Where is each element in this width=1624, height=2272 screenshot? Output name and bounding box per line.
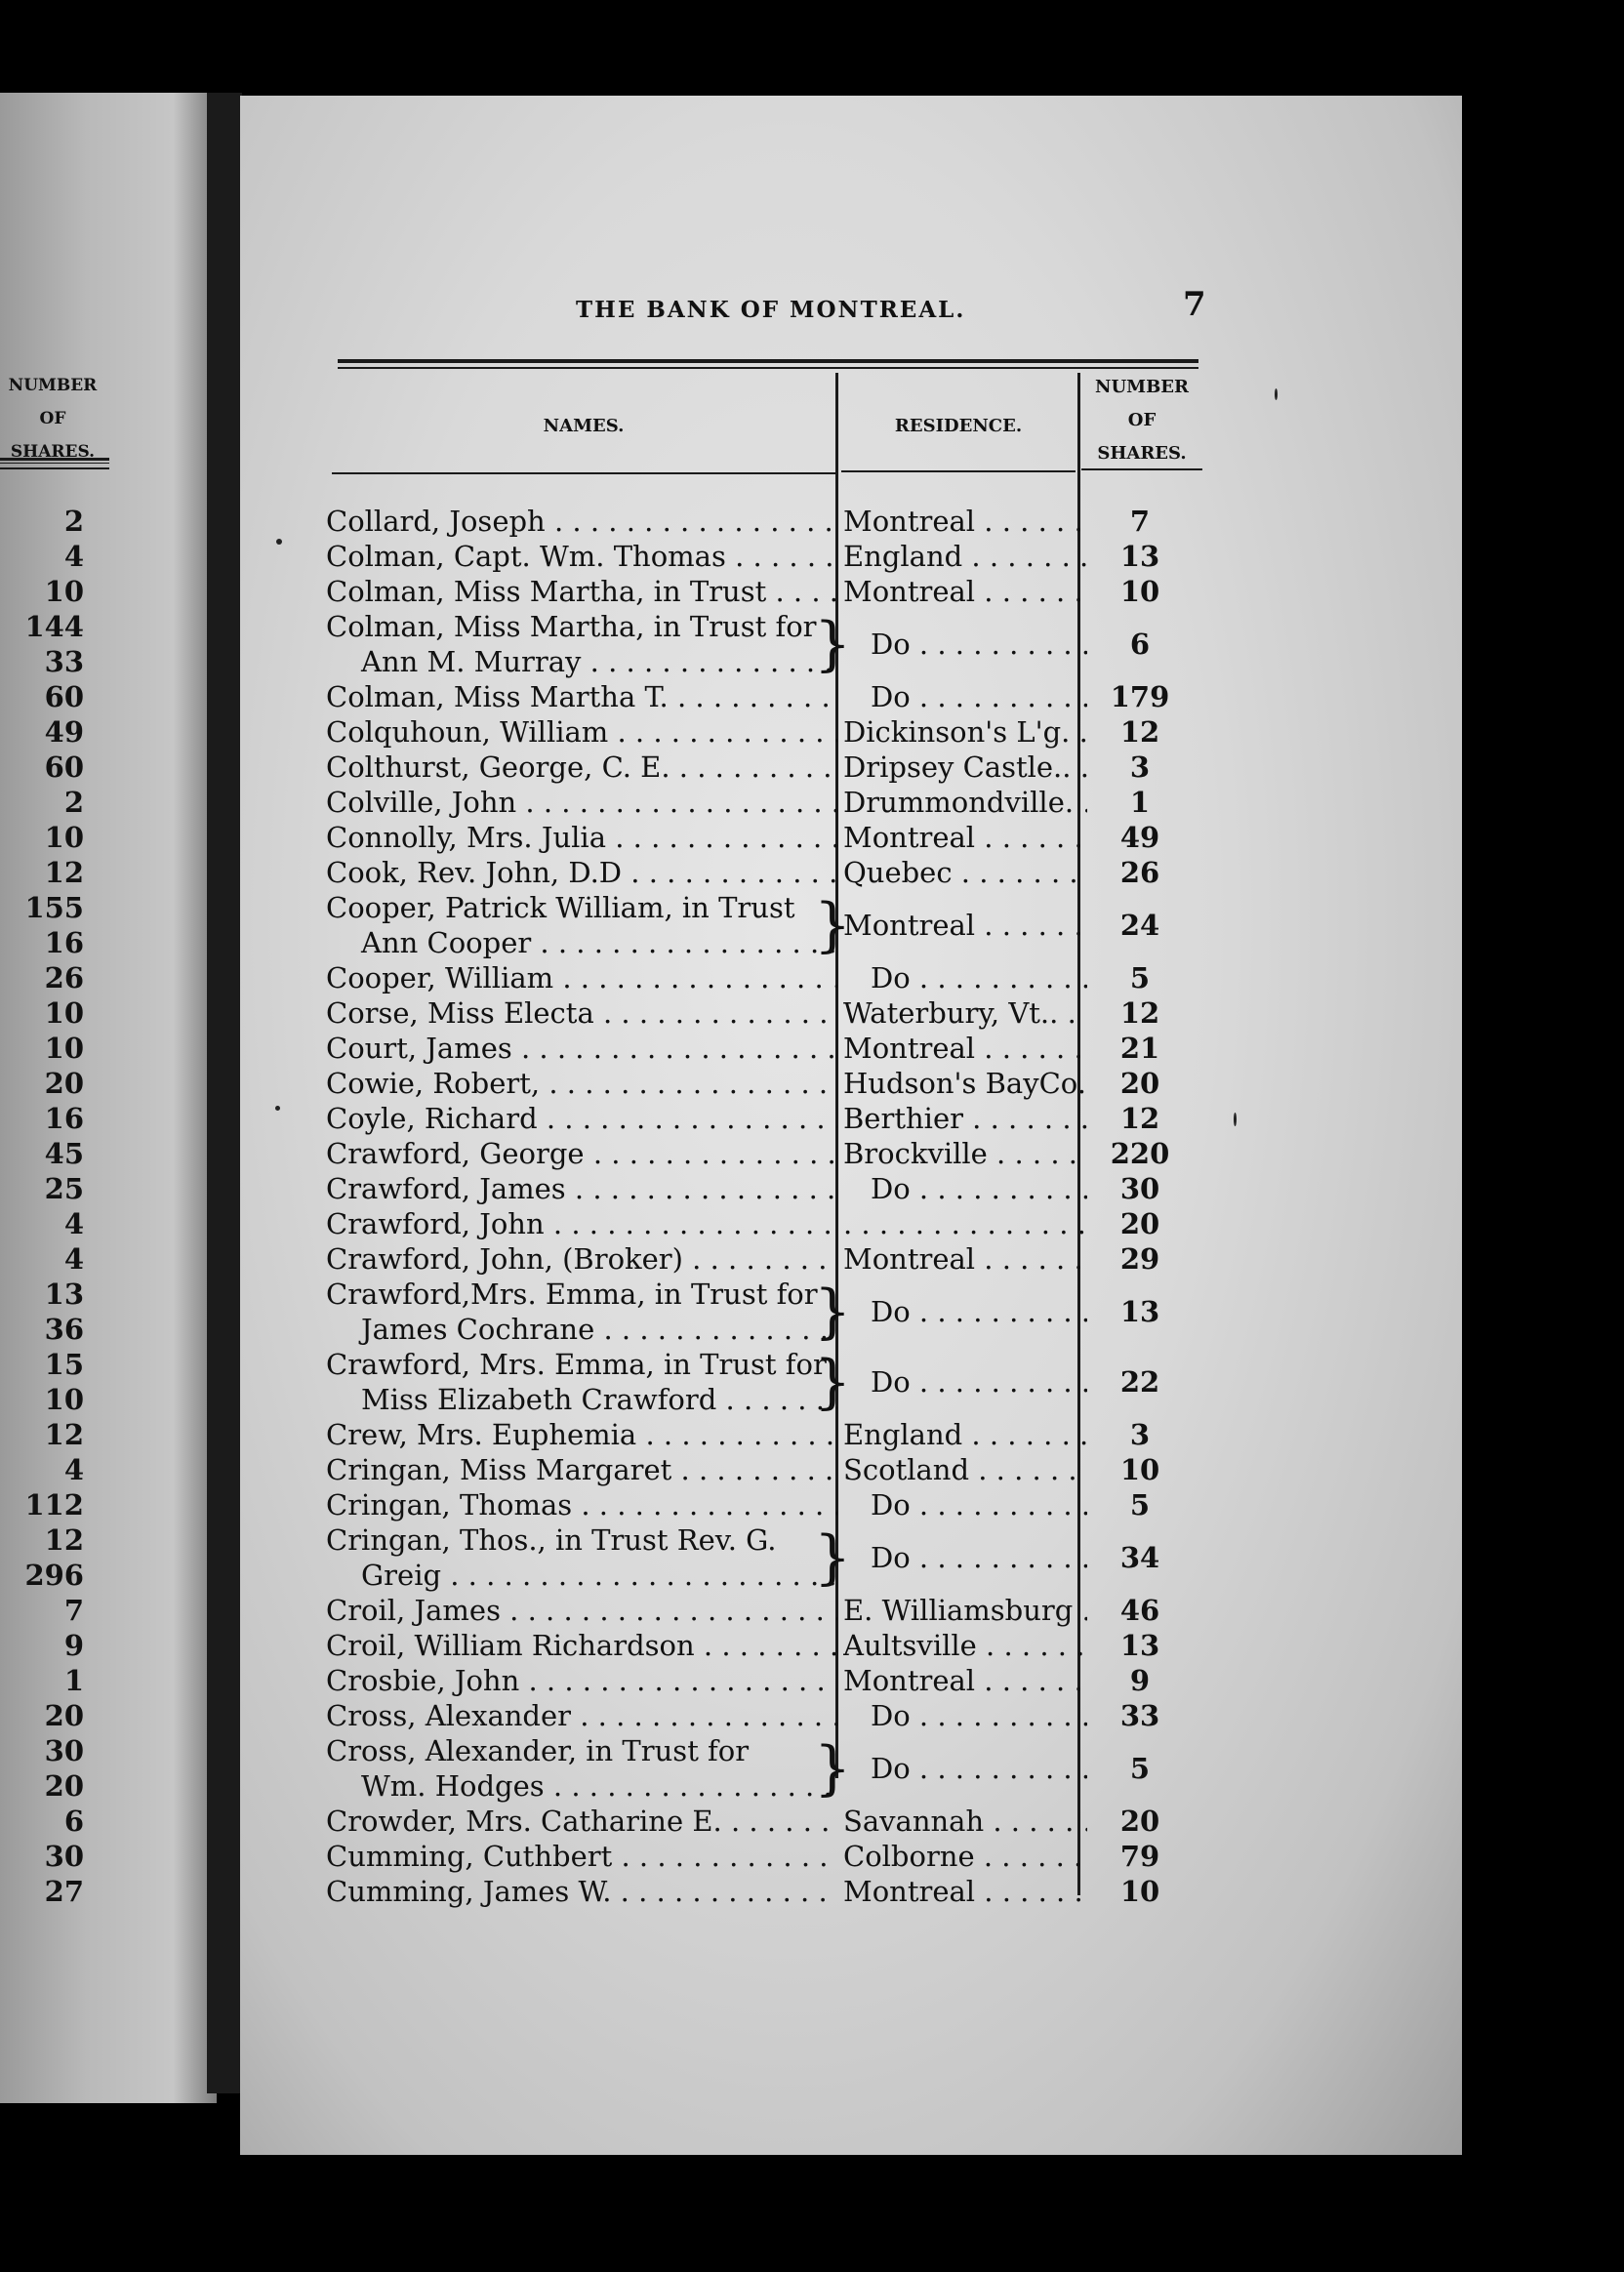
- left-share-count: 6: [63, 1805, 84, 1838]
- residence-cell: Montreal . . .: [843, 504, 1087, 539]
- shares-cell: 33: [1119, 1699, 1160, 1732]
- top-rule-thin: [338, 367, 1198, 369]
- shareholder-name: [326, 1452, 837, 1487]
- shareholder-name: [326, 1171, 837, 1206]
- left-share-count: 25: [44, 1172, 84, 1205]
- residence-header: RESIDENCE.: [894, 416, 1023, 436]
- left-share-count: 144: [24, 610, 84, 643]
- shareholder-name-line: Cooper, Patrick William, in Trust: [326, 891, 795, 924]
- shareholder-name: [326, 1628, 837, 1663]
- shares-cell: 3: [1129, 1418, 1151, 1451]
- shareholder-name-line: Crawford, John . . .: [326, 1206, 837, 1241]
- shareholder-name-line: Colthurst, George, C. E. . . .: [326, 750, 837, 785]
- left-share-count: 12: [44, 1523, 84, 1557]
- shares-cell: 5: [1129, 961, 1151, 994]
- left-share-count: 36: [44, 1313, 84, 1346]
- table-row: [326, 1698, 1204, 1733]
- shareholder-name-line: Cooper, William . . .: [326, 960, 837, 995]
- residence-cell: Savannah . . .: [843, 1804, 1087, 1839]
- table-row: [326, 1347, 1204, 1417]
- residence-cell: Aultsville . . .: [843, 1628, 1087, 1663]
- shareholder-name-line: Crawford, Mrs. Emma, in Trust for: [326, 1348, 827, 1381]
- table-row: [326, 1593, 1204, 1628]
- left-share-count: 2: [63, 786, 84, 819]
- table-row: [326, 1804, 1204, 1839]
- shares-cell: 6: [1129, 628, 1151, 661]
- residence-cell: Drummondville. . . .: [843, 785, 1087, 820]
- left-share-count: 13: [44, 1278, 84, 1311]
- shares-cell: 13: [1119, 540, 1160, 573]
- shareholder-name-line: Crawford, George . . .: [326, 1136, 837, 1171]
- shares-cell: 12: [1119, 1102, 1160, 1135]
- shares-header-line: OF: [1127, 410, 1157, 430]
- shareholder-name-line: Cringan, Thos., in Trust Rev. G.: [326, 1523, 777, 1557]
- table-row: [326, 1417, 1204, 1452]
- paper-speck: [276, 539, 282, 545]
- residence-cell: Berthier . . .: [843, 1101, 1087, 1136]
- residence-cell: Montreal . . .: [843, 1663, 1087, 1698]
- shareholder-name-line: Colman, Capt. Wm. Thomas . . .: [326, 539, 837, 574]
- shares-cell: 7: [1129, 505, 1151, 538]
- brace-mark: }: [814, 1348, 852, 1416]
- left-share-count: 4: [63, 1207, 84, 1240]
- table-row: [326, 1171, 1204, 1206]
- table-row: [326, 1452, 1204, 1487]
- left-share-count: 15: [44, 1348, 84, 1381]
- residence-cell: Montreal . . .: [843, 908, 1087, 943]
- residence-cell: Do . . .: [843, 1698, 1087, 1733]
- shares-header-line: SHARES.: [1097, 443, 1187, 464]
- shareholder-name-line: Crosbie, John . . .: [326, 1663, 837, 1698]
- shares-cell: 13: [1119, 1295, 1160, 1328]
- shareholder-name-line: James Cochrane . . .: [326, 1312, 837, 1347]
- table-row: [326, 539, 1204, 574]
- residence-cell: Brockville . . .: [843, 1136, 1087, 1171]
- shares-cell: 79: [1119, 1840, 1160, 1873]
- left-header-line: NUMBER: [8, 376, 98, 395]
- shares-cell: 20: [1119, 1067, 1160, 1100]
- table-row: [326, 1066, 1204, 1101]
- shareholder-name-line: Cross, Alexander, in Trust for: [326, 1734, 750, 1767]
- shares-cell: 12: [1119, 996, 1160, 1030]
- shareholder-name-line: Colman, Miss Martha T. . . .: [326, 679, 837, 714]
- table-row: [326, 1277, 1204, 1347]
- left-header-line: OF: [39, 409, 66, 428]
- shareholder-name-line: Court, James . . .: [326, 1031, 837, 1066]
- shareholder-name-line: Cringan, Thomas . . .: [326, 1487, 837, 1522]
- left-share-count: 7: [63, 1594, 84, 1627]
- residence-cell: Montreal . . .: [843, 820, 1087, 855]
- table-row: [326, 1031, 1204, 1066]
- left-share-count: 60: [44, 751, 84, 784]
- left-share-count: 30: [44, 1840, 84, 1873]
- shares-cell: 21: [1119, 1032, 1160, 1065]
- table-row: [326, 960, 1204, 995]
- shares-cell: 30: [1119, 1172, 1160, 1205]
- shareholder-name: [326, 820, 837, 855]
- shareholder-name: [326, 855, 837, 890]
- left-header-bottom-rule: [0, 467, 109, 469]
- residence-cell: Do . . .: [843, 960, 1087, 995]
- table-row: [326, 714, 1204, 750]
- shareholder-name: [326, 1206, 837, 1241]
- shareholder-name: [326, 679, 837, 714]
- shareholder-name: [326, 1347, 852, 1417]
- shareholder-name-line: Connolly, Mrs. Julia . . .: [326, 820, 837, 855]
- top-rule: [338, 359, 1198, 363]
- residence-cell: Do . . .: [843, 1540, 1087, 1575]
- shares-header: [1081, 371, 1202, 470]
- shareholder-name-line: Colman, Miss Martha, in Trust for: [326, 610, 817, 643]
- shares-cell: 20: [1119, 1207, 1160, 1240]
- shareholder-name: [326, 1874, 837, 1909]
- left-share-count: 12: [44, 856, 84, 889]
- left-shares-header: [0, 369, 105, 468]
- shareholder-name: [326, 1698, 837, 1733]
- shareholder-name: [326, 890, 852, 960]
- shareholder-name: [326, 714, 837, 750]
- left-share-count: 4: [63, 540, 84, 573]
- shareholder-name-line: Crowder, Mrs. Catharine E. . . .: [326, 1804, 837, 1839]
- left-share-count: 16: [44, 926, 84, 959]
- residence-cell: Do . . .: [843, 1294, 1087, 1329]
- shares-cell: 26: [1119, 856, 1160, 889]
- residence-cell: Montreal . . .: [843, 1874, 1087, 1909]
- shareholder-name: [326, 1487, 837, 1522]
- paper-speck: [275, 1106, 280, 1111]
- residence-cell: Do . . .: [843, 679, 1087, 714]
- shareholder-name-line: Miss Elizabeth Crawford . . .: [326, 1382, 837, 1417]
- shares-cell: 10: [1119, 1453, 1160, 1486]
- shareholder-name-line: Corse, Miss Electa . . .: [326, 995, 837, 1031]
- paper-speck: [1275, 388, 1278, 400]
- shareholder-name-line: Coyle, Richard . . .: [326, 1101, 837, 1136]
- left-share-count: 60: [44, 680, 84, 713]
- page-number: 7: [1183, 285, 1206, 324]
- residence-header-bottom-rule: [841, 470, 1076, 472]
- shares-cell: 10: [1119, 1875, 1160, 1908]
- shareholder-name: [326, 960, 837, 995]
- left-share-count: 45: [44, 1137, 84, 1170]
- left-share-count: 10: [44, 996, 84, 1030]
- shareholder-name: [326, 750, 837, 785]
- shares-cell: 29: [1119, 1242, 1160, 1276]
- shareholder-name-line: Crawford, John, (Broker) . . .: [326, 1241, 837, 1277]
- shareholder-name: [326, 1277, 852, 1347]
- shareholder-name-line: Colman, Miss Martha, in Trust . . .: [326, 574, 837, 609]
- left-share-count: 20: [44, 1699, 84, 1732]
- left-header-line: SHARES.: [10, 442, 96, 462]
- shareholder-name-line: Croil, William Richardson . . .: [326, 1628, 837, 1663]
- names-header-bottom-rule: [332, 472, 835, 474]
- residence-cell: Do . . .: [843, 1751, 1087, 1786]
- brace-mark: }: [814, 1523, 852, 1592]
- shares-cell: 5: [1129, 1488, 1151, 1521]
- residence-cell: Quebec . . .: [843, 855, 1087, 890]
- shareholder-name: [326, 1733, 852, 1804]
- shares-cell: 179: [1110, 680, 1170, 713]
- residence-cell: Montreal . . .: [843, 1241, 1087, 1277]
- table-row: [326, 1839, 1204, 1874]
- shareholder-name-line: Cowie, Robert, . . .: [326, 1066, 837, 1101]
- table-row: [326, 574, 1204, 609]
- table-row: [326, 1487, 1204, 1522]
- residence-cell: Colborne . . .: [843, 1839, 1087, 1874]
- brace-mark: }: [814, 891, 852, 959]
- table-row: [326, 995, 1204, 1031]
- table-row: [326, 1136, 1204, 1171]
- left-share-count: 33: [44, 645, 84, 678]
- left-share-count: 10: [44, 1032, 84, 1065]
- paper-speck: [1234, 1113, 1237, 1126]
- shareholder-name: [326, 1417, 837, 1452]
- shareholder-name-line: Ann Cooper . . .: [326, 925, 837, 960]
- brace-mark: }: [814, 1278, 852, 1346]
- shareholder-name: [326, 1839, 837, 1874]
- shares-cell: 9: [1129, 1664, 1151, 1697]
- shares-cell: 49: [1119, 821, 1160, 854]
- table-row: [326, 504, 1204, 539]
- shares-cell: 22: [1119, 1365, 1160, 1399]
- shareholder-name-line: Greig . . .: [326, 1558, 837, 1593]
- residence-cell: Do . . .: [843, 1171, 1087, 1206]
- residence-cell: England . . .: [843, 539, 1087, 574]
- shareholder-name-line: Cross, Alexander . . .: [326, 1698, 837, 1733]
- shares-cell: 5: [1129, 1752, 1151, 1785]
- shareholder-name-line: Crawford, James . . .: [326, 1171, 837, 1206]
- left-share-count: 2: [63, 505, 84, 538]
- shareholder-name-line: Colquhoun, William . . .: [326, 714, 837, 750]
- shareholder-name: [326, 1241, 837, 1277]
- table-row: [326, 750, 1204, 785]
- shareholder-name-line: Wm. Hodges . . .: [326, 1768, 837, 1804]
- residence-cell: Hudson's BayCo. . . .: [843, 1066, 1087, 1101]
- residence-cell: E. Williamsburg . . .: [843, 1593, 1087, 1628]
- left-shares-column: [0, 504, 84, 1909]
- shares-cell: 34: [1119, 1541, 1160, 1574]
- left-share-count: 27: [44, 1875, 84, 1908]
- table-row: [326, 1101, 1204, 1136]
- table-row: [326, 1628, 1204, 1663]
- left-share-count: 1: [63, 1664, 84, 1697]
- residence-cell: [843, 1206, 1087, 1241]
- shareholder-name: [326, 574, 837, 609]
- shareholder-name: [326, 995, 837, 1031]
- shareholder-name-line: Cumming, Cuthbert . . .: [326, 1839, 837, 1874]
- residence-cell: Montreal . . .: [843, 1031, 1087, 1066]
- left-share-count: 12: [44, 1418, 84, 1451]
- shareholder-name-line: Ann M. Murray . . .: [326, 644, 837, 679]
- shares-cell: 1: [1129, 786, 1151, 819]
- left-share-count: 155: [24, 891, 84, 924]
- table-row: [326, 890, 1204, 960]
- shareholder-name-line: Croil, James . . .: [326, 1593, 837, 1628]
- left-share-count: 30: [44, 1734, 84, 1767]
- left-share-count: 10: [44, 1383, 84, 1416]
- shareholder-name: [326, 1522, 852, 1593]
- residence-cell: Do . . .: [843, 1364, 1087, 1400]
- shareholder-name: [326, 1663, 837, 1698]
- residence-cell: Waterbury, Vt.. . . .: [843, 995, 1087, 1031]
- shareholder-name: [326, 1066, 837, 1101]
- residence-cell: England . . .: [843, 1417, 1087, 1452]
- shares-cell: 20: [1119, 1805, 1160, 1838]
- shareholder-name: [326, 609, 852, 679]
- table-row: [326, 785, 1204, 820]
- left-share-count: 4: [63, 1453, 84, 1486]
- shareholder-name-line: Cumming, James W. . . .: [326, 1874, 837, 1909]
- table-row: [326, 679, 1204, 714]
- table-row: [326, 820, 1204, 855]
- names-header: NAMES.: [543, 416, 625, 436]
- shareholder-table: [326, 504, 1204, 1909]
- residence-cell: Montreal . . .: [843, 574, 1087, 609]
- left-share-count: 20: [44, 1067, 84, 1100]
- brace-mark: }: [814, 610, 852, 678]
- shareholder-name-line: Crew, Mrs. Euphemia . . .: [326, 1417, 837, 1452]
- shareholder-name: [326, 785, 837, 820]
- shareholder-name: [326, 1593, 837, 1628]
- table-row: [326, 1522, 1204, 1593]
- brace-mark: }: [814, 1734, 852, 1803]
- residence-cell: Scotland . . .: [843, 1452, 1087, 1487]
- left-share-count: 9: [63, 1629, 84, 1662]
- shares-cell: 10: [1119, 575, 1160, 608]
- shareholder-name-line: Colville, John . . .: [326, 785, 837, 820]
- left-share-count: 26: [44, 961, 84, 994]
- left-share-count: 296: [24, 1559, 84, 1592]
- residence-cell: Do . . .: [843, 1487, 1087, 1522]
- shareholder-name-line: Cringan, Miss Margaret . . .: [326, 1452, 837, 1487]
- shareholder-name: [326, 1101, 837, 1136]
- shares-header-line: NUMBER: [1095, 377, 1189, 397]
- shares-cell: 3: [1129, 751, 1151, 784]
- table-row: [326, 609, 1204, 679]
- shareholder-name-line: Collard, Joseph . . .: [326, 504, 837, 539]
- left-share-count: 4: [63, 1242, 84, 1276]
- left-share-count: 16: [44, 1102, 84, 1135]
- shareholder-name: [326, 1136, 837, 1171]
- shareholder-name: [326, 1804, 837, 1839]
- left-share-count: 112: [24, 1488, 84, 1521]
- table-row: [326, 1733, 1204, 1804]
- table-row: [326, 1241, 1204, 1277]
- shares-cell: 12: [1119, 715, 1160, 749]
- shareholder-name-line: Cook, Rev. John, D.D . . .: [326, 855, 837, 890]
- residence-cell: Dickinson's L'g. . . .: [843, 714, 1087, 750]
- left-share-count: 10: [44, 821, 84, 854]
- table-row: [326, 1206, 1204, 1241]
- residence-cell: Do . . .: [843, 627, 1087, 662]
- shareholder-name-line: Crawford,Mrs. Emma, in Trust for: [326, 1278, 818, 1311]
- shareholder-name: [326, 1031, 837, 1066]
- shares-cell: 24: [1119, 909, 1160, 942]
- shares-cell: 220: [1110, 1137, 1170, 1170]
- residence-cell: Dripsey Castle.. . . .: [843, 750, 1087, 785]
- shares-cell: 13: [1119, 1629, 1160, 1662]
- table-row: [326, 1663, 1204, 1698]
- table-row: [326, 855, 1204, 890]
- left-share-count: 49: [44, 715, 84, 749]
- shares-cell: 46: [1119, 1594, 1160, 1627]
- table-row: [326, 1874, 1204, 1909]
- left-share-count: 10: [44, 575, 84, 608]
- left-share-count: 20: [44, 1769, 84, 1803]
- page-title: THE BANK OF MONTREAL.: [576, 297, 966, 323]
- shareholder-name: [326, 539, 837, 574]
- shareholder-name: [326, 504, 837, 539]
- page-gutter: [207, 93, 242, 2093]
